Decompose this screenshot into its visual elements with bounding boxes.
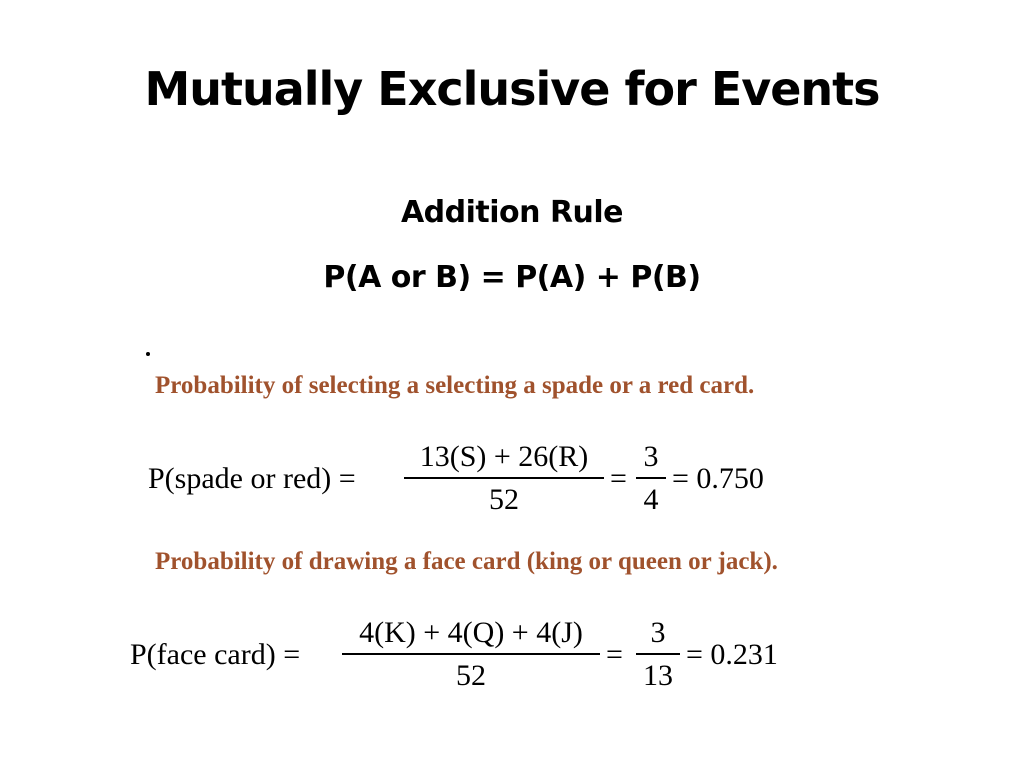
bullet-dot (146, 352, 150, 356)
rule-formula: P(A or B) = P(A) + P(B) (323, 260, 701, 295)
example2-equation (130, 616, 810, 706)
example2-prompt: Probability of drawing a face card (king or queen or jack). (155, 548, 778, 575)
example2-fraction2-numerator: 3 (650, 616, 666, 649)
slide-title: Mutually Exclusive for Events (144, 62, 880, 116)
example1-fraction1-denominator: 52 (489, 483, 519, 516)
example1-fraction2-denominator: 4 (643, 483, 659, 516)
example2-fraction1 (342, 616, 600, 693)
example1-fraction2 (636, 440, 666, 517)
example2-fraction2 (636, 616, 680, 693)
example1-fraction1 (404, 440, 604, 517)
fraction-bar (404, 477, 604, 479)
example1-result: = 0.750 (672, 462, 764, 495)
fraction-bar (342, 653, 600, 655)
example2-fraction2-denominator: 13 (643, 659, 673, 692)
example2-lhs: P(face card) = (130, 638, 301, 671)
example1-fraction1-numerator: 13(S) + 26(R) (419, 440, 589, 473)
example1-lhs: P(spade or red) = (148, 462, 356, 495)
example2-fraction1-denominator: 52 (456, 659, 486, 692)
example1-prompt: Probability of selecting a selecting a spade or a red card. (155, 372, 755, 399)
example2-result: = 0.231 (686, 638, 778, 671)
example1-equals: = (610, 462, 627, 495)
fraction-bar (636, 477, 666, 479)
example1-fraction2-numerator: 3 (643, 440, 659, 473)
rule-heading: Addition Rule (400, 195, 624, 230)
example2-fraction1-numerator: 4(K) + 4(Q) + 4(J) (359, 616, 583, 649)
example2-equals: = (606, 638, 623, 671)
example1-equation (148, 440, 808, 530)
fraction-bar (636, 653, 680, 655)
